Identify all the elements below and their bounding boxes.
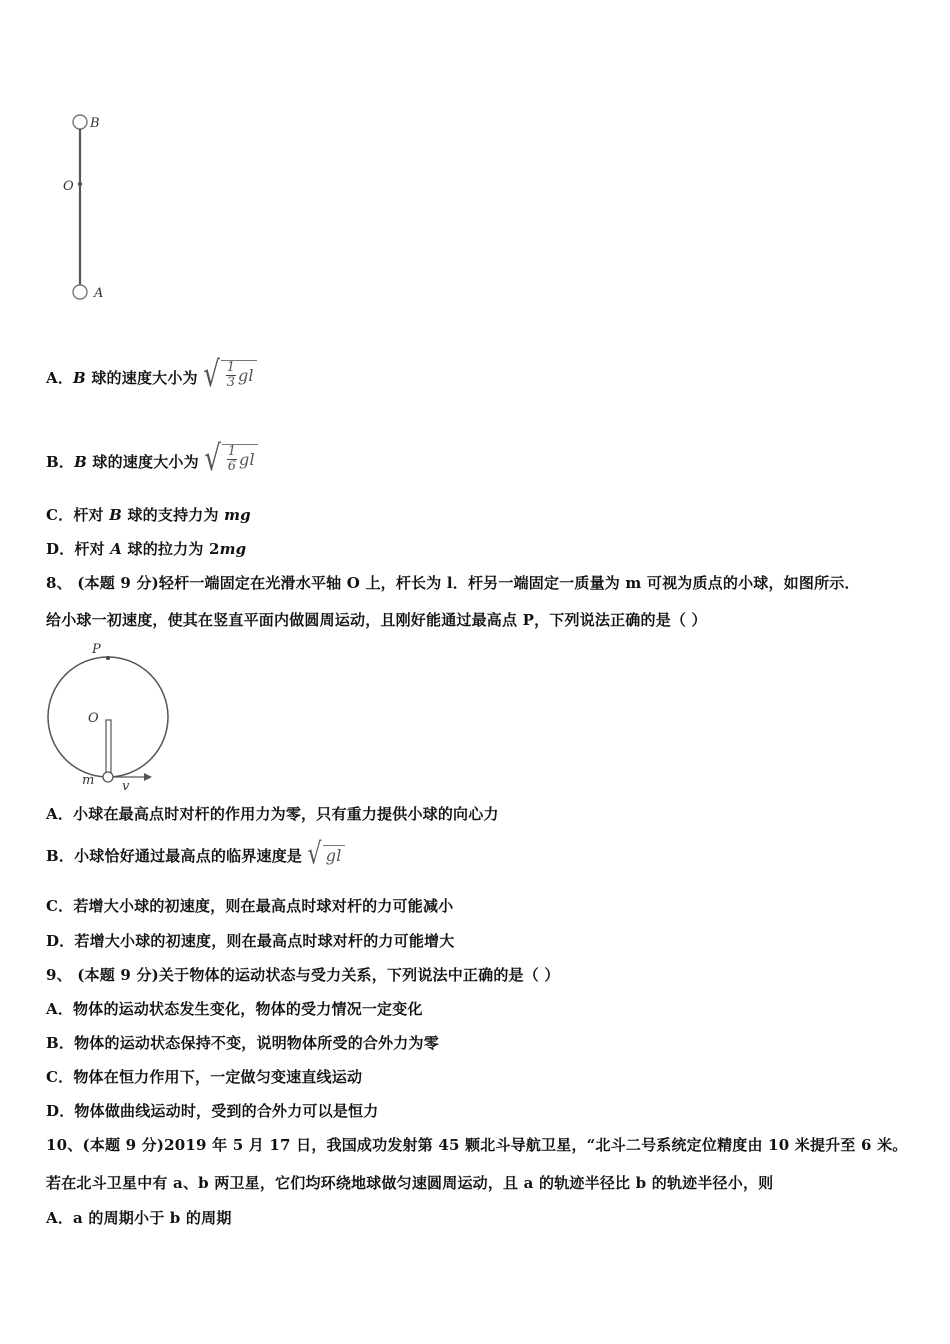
label-a: A bbox=[94, 286, 104, 301]
q7-option-b: B．B 球的速度大小为 √ $\frac{1}{6}$ gl bbox=[46, 444, 258, 474]
q7-option-c: C．杆对 B 球的支持力为 mg bbox=[46, 506, 251, 524]
label-v: v bbox=[122, 779, 130, 793]
q10-option-a: A．a 的周期小于 b 的周期 bbox=[46, 1209, 232, 1227]
math-sqrt-one-sixth-gl: √ $\frac{1}{6}$ gl bbox=[204, 444, 258, 474]
velocity-arrow-head bbox=[144, 773, 152, 781]
q9-option-b: B．物体的运动状态保持不变，说明物体所受的合外力为零 bbox=[46, 1034, 439, 1052]
q8-stem-line2: 给小球一初速度，使其在竖直平面内做圆周运动，且刚好能通过最高点 P，下列说法正确的是（ ） bbox=[46, 611, 707, 629]
label-m: m bbox=[82, 773, 95, 788]
rod-figure bbox=[60, 108, 150, 308]
ball-b bbox=[73, 115, 87, 129]
q7-option-a: A．B 球的速度大小为 √ $\frac{1}{3}$ gl bbox=[46, 360, 257, 390]
math-sqrt-one-third-gl: √ $\frac{1}{3}$ gl bbox=[203, 360, 257, 390]
label-o: O bbox=[63, 179, 74, 194]
axis-point-o bbox=[78, 182, 82, 186]
label-b: B bbox=[90, 116, 100, 131]
label-o: O bbox=[88, 711, 99, 726]
q9-option-c: C．物体在恒力作用下，一定做匀变速直线运动 bbox=[46, 1068, 363, 1086]
q8-option-a: A．小球在最高点时对杆的作用力为零，只有重力提供小球的向心力 bbox=[46, 805, 499, 823]
ball-a bbox=[73, 285, 87, 299]
light-rod bbox=[106, 720, 111, 776]
label-p: P bbox=[92, 642, 101, 657]
top-point-p bbox=[106, 656, 110, 660]
q8-stem-line1: 8、 (本题 9 分)轻杆一端固定在光滑水平轴 O 上，杆长为 l．杆另一端固定一质量为 m 可视为质点的小球，如图所示． bbox=[46, 574, 860, 592]
q9-option-d: D．物体做曲线运动时，受到的合外力可以是恒力 bbox=[46, 1102, 379, 1120]
q10-stem-line2: 若在北斗卫星中有 a、b 两卫星，它们均环绕地球做匀速圆周运动，且 a 的轨迹半径比 b 的轨迹半径小，则 bbox=[46, 1174, 774, 1192]
circle-motion-figure bbox=[40, 638, 180, 793]
q7-option-d: D．杆对 A 球的拉力为 2mg bbox=[46, 540, 247, 558]
q9-option-a: A．物体的运动状态发生变化，物体的受力情况一定变化 bbox=[46, 1000, 423, 1018]
q8-option-c: C．若增大小球的初速度，则在最高点时球对杆的力可能减小 bbox=[46, 897, 454, 915]
ball-m bbox=[103, 772, 113, 782]
q8-option-d: D．若增大小球的初速度，则在最高点时球对杆的力可能增大 bbox=[46, 932, 455, 950]
q8-option-b: B．小球恰好通过最高点的临界速度是 √ gl bbox=[46, 842, 345, 867]
q9-stem: 9、 (本题 9 分)关于物体的运动状态与受力关系，下列说法中正确的是（ ） bbox=[46, 966, 560, 984]
math-sqrt-gl: √ gl bbox=[308, 842, 345, 867]
q10-stem-line1: 10、(本题 9 分)2019 年 5 月 17 日，我国成功发射第 45 颗北斗导航卫星，“北斗二号系统定位精度由 10 米提升至 6 米。 bbox=[46, 1136, 908, 1154]
